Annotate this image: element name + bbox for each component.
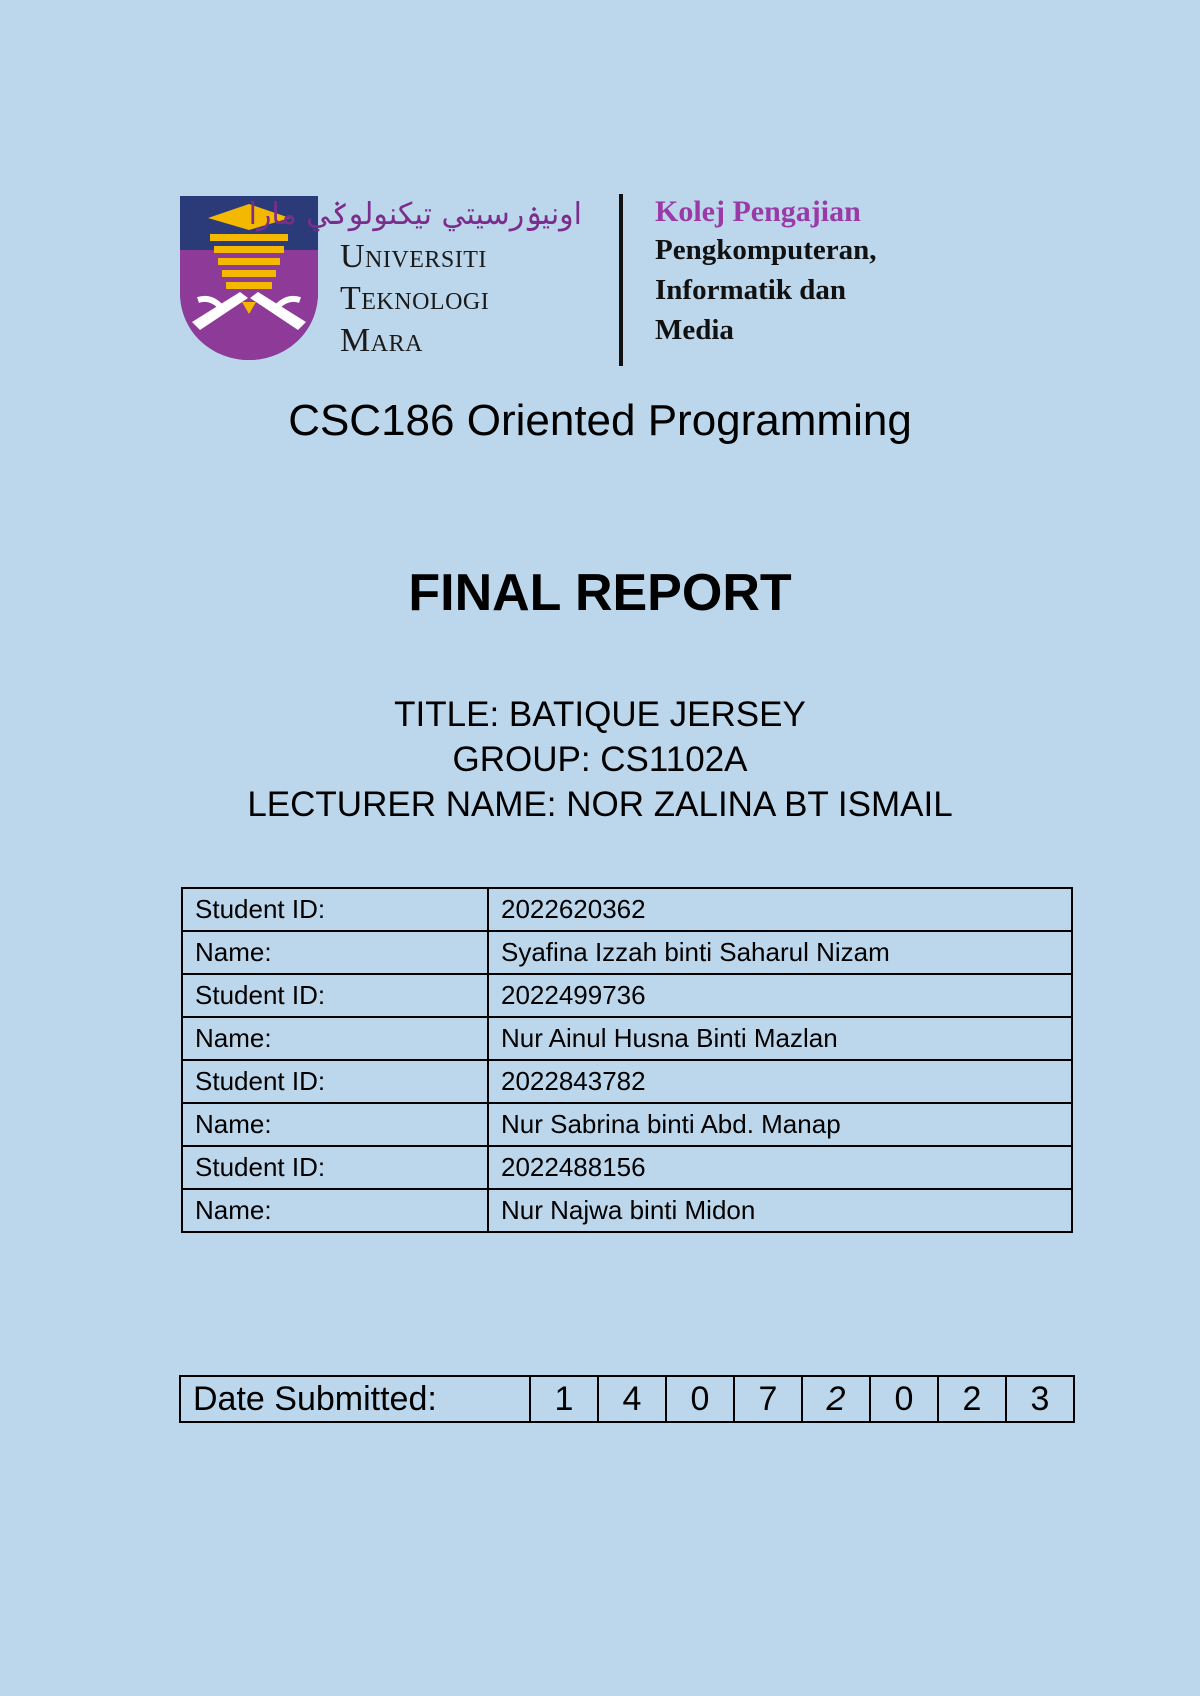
table-row	[182, 1146, 1072, 1189]
name-label: Name:	[182, 1189, 488, 1232]
date-row	[180, 1376, 1074, 1422]
header	[180, 194, 980, 370]
table-row	[182, 1060, 1072, 1103]
date-digit: 3	[1006, 1376, 1074, 1422]
name-label: Name:	[182, 1017, 488, 1060]
name-value: Syafina Izzah binti Saharul Nizam	[488, 931, 1072, 974]
faculty-line: Media	[655, 314, 734, 346]
student-id-label: Student ID:	[182, 974, 488, 1017]
date-digit: 2	[802, 1376, 870, 1422]
date-digit: 2	[938, 1376, 1006, 1422]
date-digit: 0	[870, 1376, 938, 1422]
project-title: TITLE: BATIQUE JERSEY	[394, 695, 806, 734]
table-row	[182, 1189, 1072, 1232]
faculty-name	[655, 194, 995, 350]
uni-line-2: Teknologi	[340, 280, 490, 317]
report-title: FINAL REPORT	[408, 564, 792, 622]
faculty-kolej: Kolej Pengajian	[655, 195, 861, 228]
lecturer-name: LECTURER NAME: NOR ZALINA BT ISMAIL	[247, 785, 953, 824]
date-digit: 4	[598, 1376, 666, 1422]
table-row	[182, 931, 1072, 974]
date-submitted-table	[179, 1375, 1075, 1423]
name-label: Name:	[182, 1103, 488, 1146]
student-id-label: Student ID:	[182, 1060, 488, 1103]
student-id-value: 2022488156	[488, 1146, 1072, 1189]
uitm-wordmark	[248, 194, 590, 364]
name-value: Nur Ainul Husna Binti Mazlan	[488, 1017, 1072, 1060]
student-id-value: 2022499736	[488, 974, 1072, 1017]
table-row	[182, 974, 1072, 1017]
name-value: Nur Najwa binti Midon	[488, 1189, 1072, 1232]
report-info	[0, 692, 1200, 827]
student-id-value: 2022620362	[488, 888, 1072, 931]
name-value: Nur Sabrina binti Abd. Manap	[488, 1103, 1072, 1146]
name-label: Name:	[182, 931, 488, 974]
date-submitted-label: Date Submitted:	[180, 1376, 530, 1422]
table-row	[182, 1017, 1072, 1060]
faculty-line: Informatik dan	[655, 274, 846, 306]
table-row	[182, 888, 1072, 931]
header-divider	[619, 194, 623, 366]
date-digit: 0	[666, 1376, 734, 1422]
student-id-value: 2022843782	[488, 1060, 1072, 1103]
uni-line-1: Universiti	[340, 238, 487, 275]
table-row	[182, 1103, 1072, 1146]
student-id-label: Student ID:	[182, 888, 488, 931]
faculty-line: Pengkomputeran,	[655, 234, 877, 266]
uni-line-3: Mara	[340, 322, 423, 359]
course-title: CSC186 Oriented Programming	[288, 396, 912, 445]
students-table	[181, 887, 1073, 1233]
jawi-name: اونيۏرسيتي تيكنولوݢي مارا	[248, 197, 582, 232]
student-id-label: Student ID:	[182, 1146, 488, 1189]
date-digit: 7	[734, 1376, 802, 1422]
date-digit: 1	[530, 1376, 598, 1422]
group: GROUP: CS1102A	[452, 740, 748, 779]
